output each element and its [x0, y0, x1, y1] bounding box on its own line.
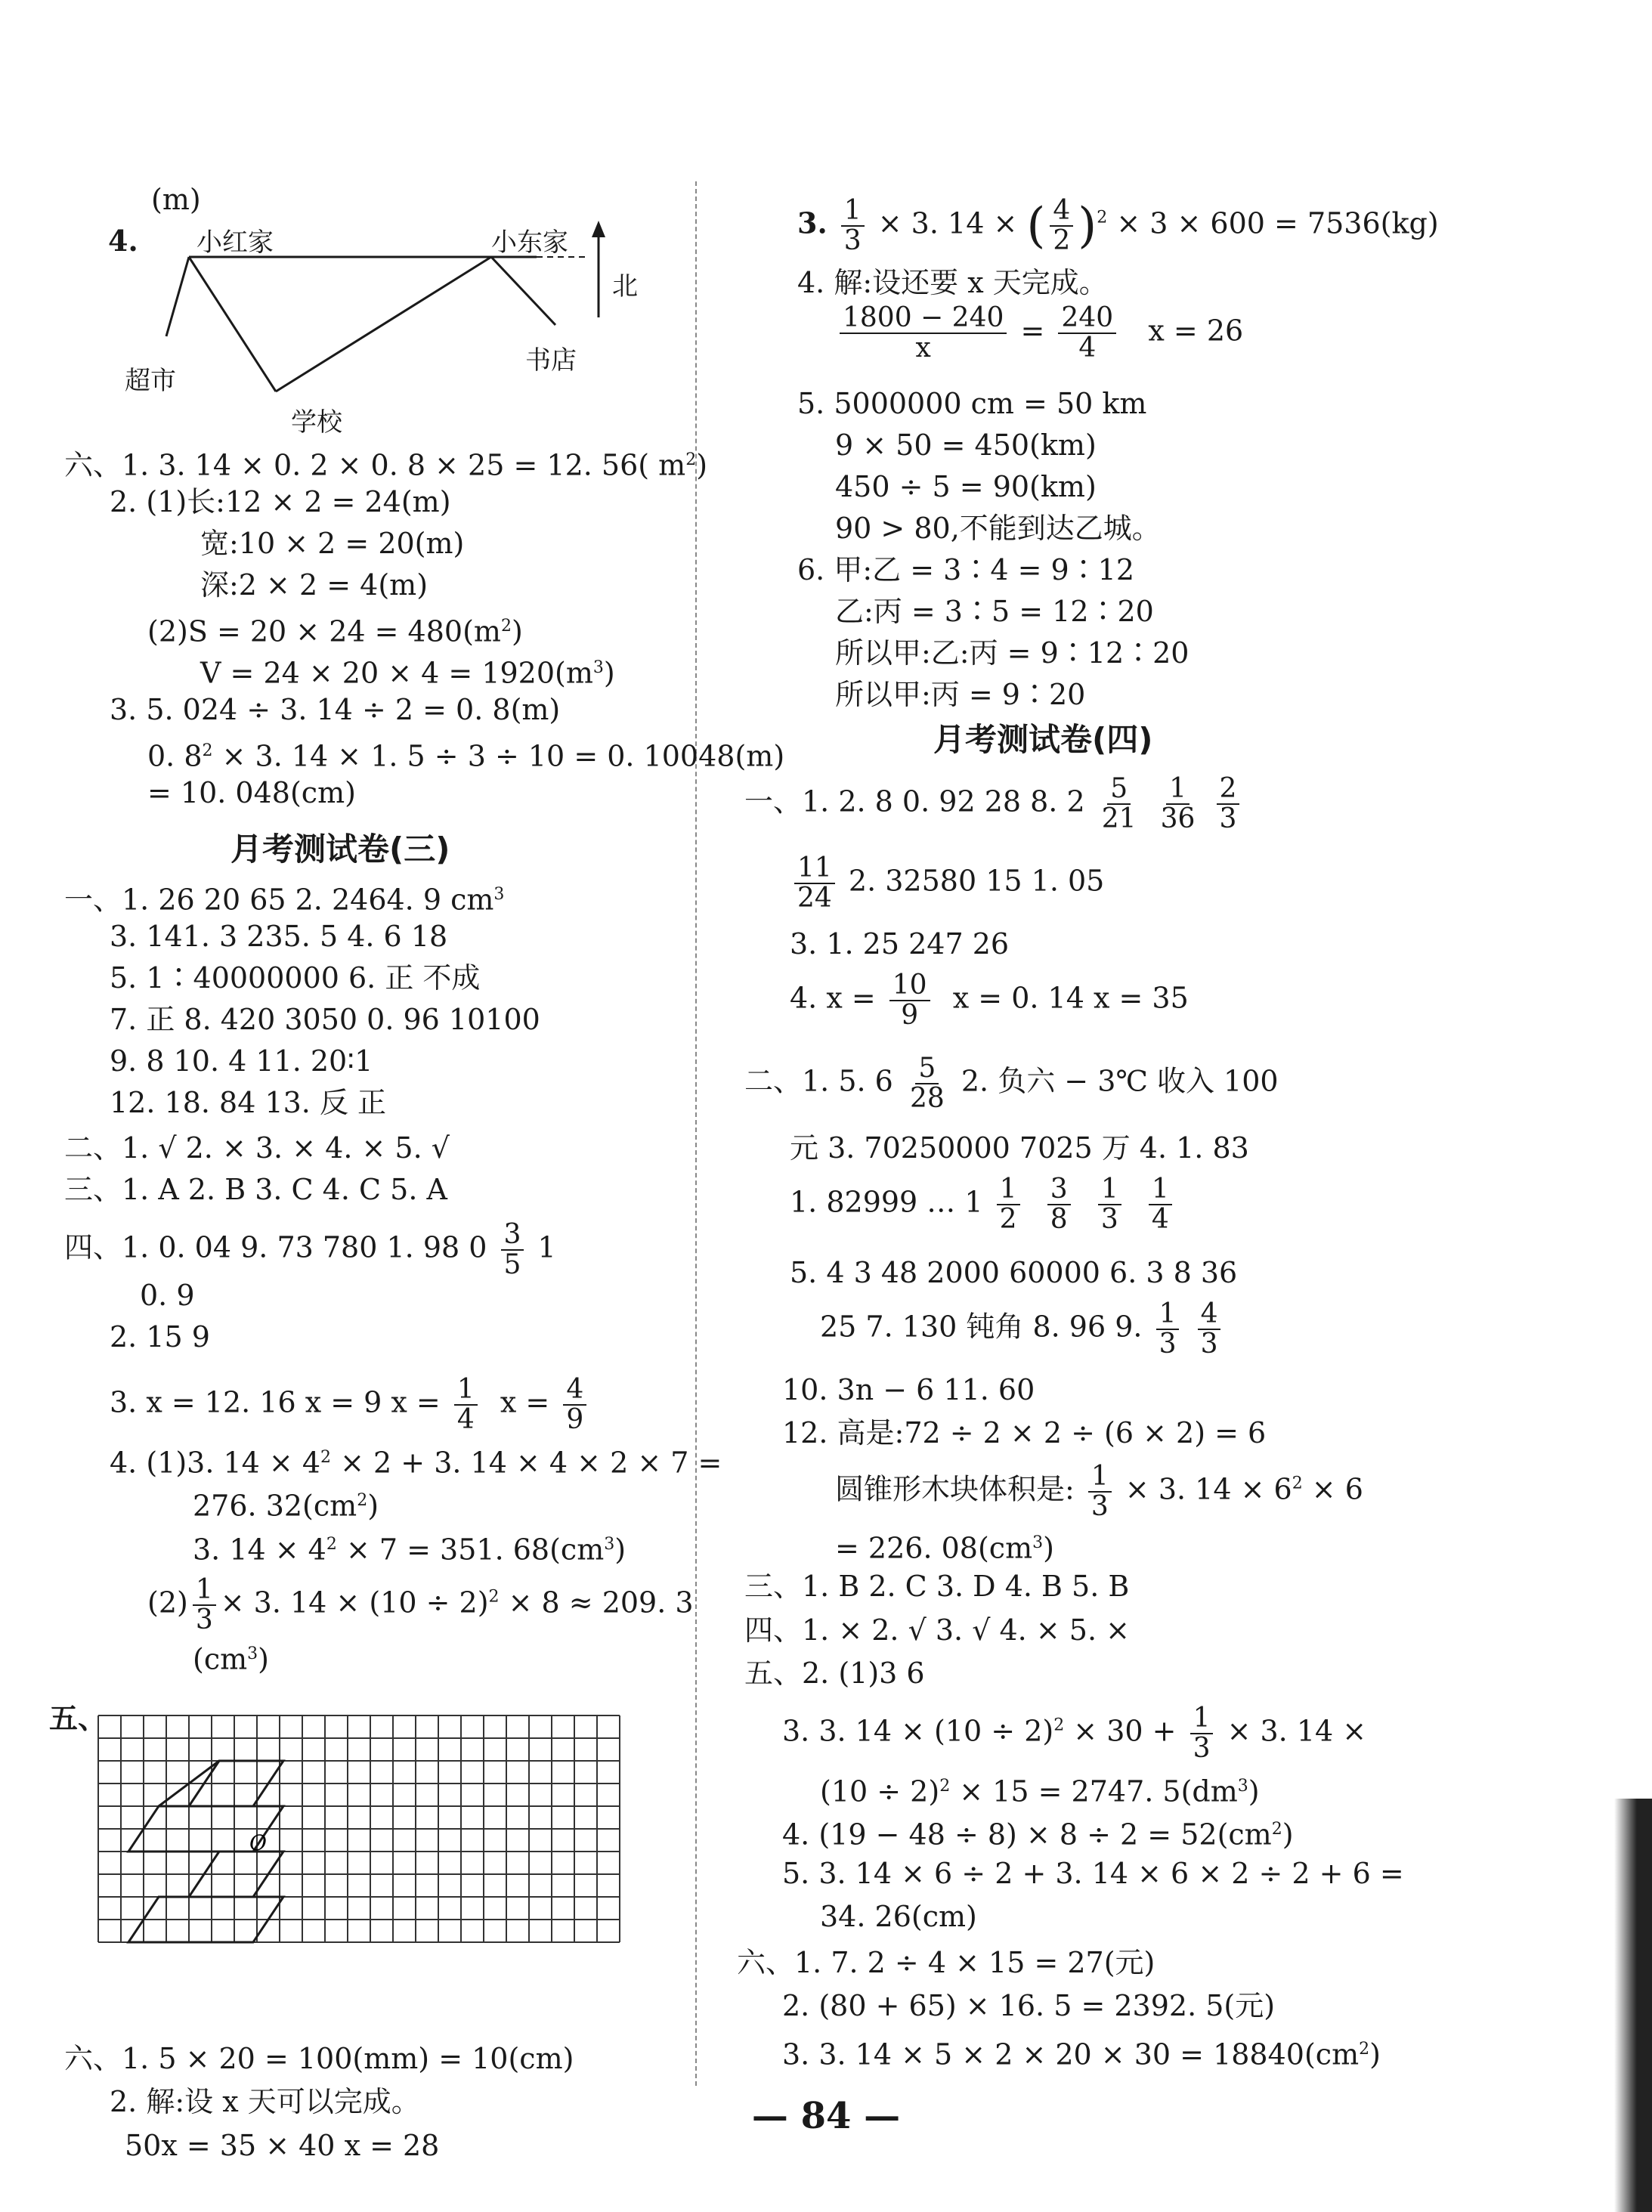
r5b: 9 × 50 = 450(km) [835, 428, 1097, 462]
d4c: 3. $14 \times 4^2 \times 7 = 351$. $68(cm^3)$ [193, 1533, 626, 1567]
k3b: $(10 \div 2)^2 \times 15 = 2747$. $5(dm^3)$ [820, 1774, 1260, 1808]
fraction: $\frac{4}{2}$ [1050, 196, 1073, 255]
g2: $\frac{11}{24}$ 2. 32580 15 1. 05 [790, 854, 1104, 913]
a3: 3. 141. 3 235. 5 4. 6 18 [110, 920, 448, 953]
fraction: $\frac{1}{4}$ [1149, 1175, 1172, 1234]
j1: 四、1. × 2. √ 3. √ 4. × 5. × [744, 1613, 1130, 1647]
r5a: 5. 5000000 cm = 50 km [797, 387, 1147, 420]
page-number: — 84 — [751, 2095, 901, 2137]
h12: 12. 高是:72 ÷ 2 × 2 ÷ (6 × 2) = 6 [782, 1416, 1267, 1449]
a9: 9. 8 10. 4 11. 20∶1 [110, 1044, 373, 1078]
fraction: $\frac{4}{3}$ [1198, 1300, 1221, 1359]
i1: 三、1. B 2. C 3. D 4. B 5. B [744, 1570, 1130, 1603]
fraction: $\frac{1}{3}$ [193, 1576, 216, 1635]
label-supermarket: 超市 [125, 366, 176, 396]
s6-1: 六、1. 3. 14 × 0. 2 × 0. 8 × 25 = 12. 56( $m^2$) [64, 448, 708, 482]
k5b: 34. 26(cm) [820, 1900, 977, 1933]
s6-2e: $V = 24 \times 20 \times 4 = 1920(m^3)$ [200, 656, 615, 690]
h12b: 圆锥形木块体积是: $\frac{1}{3}$ × 3. $14 \times 6^2 \times 6$ [835, 1461, 1363, 1522]
fraction: $\frac{4}{9}$ [563, 1375, 586, 1434]
r6b: 乙:丙 = 3∶5 = 12∶20 [835, 595, 1154, 628]
fraction: $\frac{10}{9}$ [889, 971, 930, 1030]
s6-2c: 深:2 × 2 = 4(m) [200, 568, 428, 602]
a7: 7. 正 8. 420 3050 0. 96 10100 [110, 1003, 540, 1036]
h12c: = 226. $08(cm^3)$ [835, 1531, 1054, 1565]
k3: 3. 3. $14 \times (10 \div 2)^2 \times 30$ + $\frac{1}{3}$ × 3. 14 × [782, 1703, 1367, 1764]
k4: 4. $(19 - 48 \div 8) \times 8 \div 2 = 52(cm^2)$ [782, 1818, 1294, 1852]
f2: 2. 解:设 x 天可以完成。 [110, 2085, 420, 2118]
r3: 3. $\frac{1}{3}$ × 3. 14 × ( $\frac{4}{2}$ )$^2$ × 3 × 600 = 7536(kg) [797, 195, 1439, 256]
s6-2d: $(2)S = 20 \times 24 = 480(m^2)$ [147, 614, 523, 648]
k5: 5. 3. 14 × 6 ÷ 2 + 3. 14 × 6 × 2 ÷ 2 + 6 = [782, 1857, 1404, 1890]
s6-2b: 宽:10 × 2 = 20(m) [200, 527, 465, 560]
d2: 2. 15 9 [110, 1320, 210, 1353]
fraction: $\frac{1}{3}$ [841, 196, 865, 255]
l3: 3. 3. $14 \times 5 \times 2 \times 20 \times 30 = 18840(cm^2)$ [782, 2037, 1381, 2071]
h1: 二、1. 5. 6 $\frac{5}{28}$ 2. 负六 − 3℃ 收入 100 [744, 1053, 1279, 1114]
section-5-label: 五、 [49, 1701, 107, 1735]
h5: 5. 4 3 48 2000 60000 6. 3 8 36 [790, 1256, 1238, 1289]
label-home-red: 小红家 [196, 227, 274, 258]
k1: 五、2. (1)3 6 [744, 1657, 925, 1690]
d1: 四、1. 0. 04 9. 73 780 1. 98 0 $\frac{3}{5}$ 1 [64, 1219, 556, 1280]
fraction: $\frac{1}{3}$ [1156, 1300, 1180, 1359]
fraction: $\frac{3}{8}$ [1047, 1175, 1071, 1234]
grid-origin-label: O [249, 1830, 267, 1855]
fraction: $\frac{5}{21}$ [1101, 773, 1137, 834]
d4e: $(cm^3)$ [193, 1642, 269, 1676]
f2b: 50x = 35 × 40 x = 28 [125, 2129, 440, 2162]
label-home-dong: 小东家 [491, 227, 568, 258]
s6-3a: 3. 5. 024 ÷ 3. 14 ÷ 2 = 0. 8(m) [110, 693, 561, 726]
r4: 4. 解:设还要 x 天完成。 [797, 266, 1108, 299]
fraction: $\frac{1}{36}$ [1160, 773, 1196, 834]
r4-eq: $\frac{1800 - 240}{x}$ = $\frac{240}{4}$ x = 26 [835, 304, 1243, 363]
h10: 10. 3n − 6 11. 60 [782, 1373, 1035, 1406]
fraction: $\frac{1}{3}$ [1190, 1704, 1214, 1763]
h6: 25 7. 130 钝角 8. 96 9. $\frac{1}{3}$ $\frac{4}{3}$ [820, 1300, 1225, 1359]
a12: 12. 18. 84 13. 反 正 [110, 1086, 387, 1119]
h3: 1. 82999 … 1 $\frac{1}{2}$ $\frac{3}{8}$ $\frac{1}{3}$ $\frac{1}{4}$ [790, 1175, 1177, 1234]
g4: 4. x = $\frac{10}{9}$ x = 0. 14 x = 35 [790, 970, 1189, 1031]
h2: 元 3. 70250000 7025 万 4. 1. 83 [790, 1131, 1249, 1165]
fraction: $\frac{240}{4}$ [1058, 304, 1116, 363]
s6-3c: = 10. 048(cm) [147, 776, 356, 809]
r5c: 450 ÷ 5 = 90(km) [835, 470, 1097, 503]
r6c: 所以甲:乙:丙 = 9∶12∶20 [835, 636, 1190, 670]
r6a: 6. 甲:乙 = 3∶4 = 9∶12 [797, 553, 1135, 586]
label-school: 学校 [291, 407, 342, 438]
title-exam-3: 月考测试卷(三) [230, 831, 450, 868]
fraction: $\frac{1}{4}$ [454, 1375, 478, 1434]
q4-number: 4. [108, 224, 138, 258]
d4b: 276. $32(cm^2)$ [193, 1489, 379, 1523]
s6-3b: 0. $8^2 \times 3$. 14 × 1. 5 ÷ 3 ÷ 10 = 0. 10048(m) [147, 739, 785, 773]
title-exam-4: 月考测试卷(四) [933, 721, 1153, 758]
scan-edge-shadow [1614, 1799, 1652, 2212]
g3: 3. 1. 25 247 26 [790, 927, 1010, 961]
s6-2a: 2. (1)长:12 × 2 = 24(m) [110, 485, 451, 518]
r5d: 90 > 80,不能到达乙城。 [835, 512, 1161, 545]
fraction: $\frac{1}{2}$ [997, 1175, 1020, 1234]
g1: 一、1. 2. 8 0. 92 28 8. 2 $\frac{5}{21}$ $\frac{1}{36}$ $\frac{2}{3}$ [744, 775, 1244, 834]
fraction: $\frac{1}{3}$ [1098, 1175, 1121, 1234]
fraction: $\frac{11}{24}$ [794, 854, 835, 913]
north-arrow-icon [592, 221, 605, 237]
fraction: $\frac{5}{28}$ [909, 1053, 945, 1114]
c1: 三、1. A 2. B 3. C 4. C 5. A [64, 1173, 447, 1206]
d4d: (2) $\frac{1}{3}$ × 3. $14 \times (10 \div 2)^2 \times 8 \approx 209$. 3 [147, 1574, 694, 1635]
l2: 2. (80 + 65) × 16. 5 = 2392. 5(元) [782, 1989, 1276, 2022]
d3: 3. x = 12. 16 x = 9 x = $\frac{1}{4}$ x = $\frac{4}{9}$ [110, 1375, 591, 1434]
d4a: 4. (1)3. $14 \times 4^2 \times 2 + 3$. 14 × 4 × 2 × 7 = [110, 1446, 722, 1480]
label-bookstore: 书店 [525, 345, 577, 376]
l1: 六、1. 7. 2 ÷ 4 × 15 = 27(元) [737, 1946, 1155, 1979]
fraction: $\frac{1}{3}$ [1088, 1462, 1112, 1521]
unit-m: (m) [151, 183, 201, 216]
d1b: 0. 9 [140, 1279, 195, 1312]
a5: 5. 1∶40000000 6. 正 不成 [110, 961, 481, 995]
a1: 一、1. 26 20 65 2. 2464. 9 $cm^3$ [64, 883, 505, 917]
fraction: $\frac{3}{5}$ [501, 1220, 524, 1279]
r6d: 所以甲:丙 = 9∶20 [835, 678, 1086, 711]
b1: 二、1. √ 2. × 3. × 4. × 5. √ [64, 1131, 450, 1165]
label-north: 北 [612, 271, 638, 302]
fraction: $\frac{2}{3}$ [1217, 775, 1240, 834]
f1: 六、1. 5 × 20 = 100(mm) = 10(cm) [64, 2042, 574, 2075]
fraction: $\frac{1800 - 240}{x}$ [840, 304, 1007, 363]
route-map [125, 204, 707, 438]
grid-figure [98, 1715, 642, 1965]
